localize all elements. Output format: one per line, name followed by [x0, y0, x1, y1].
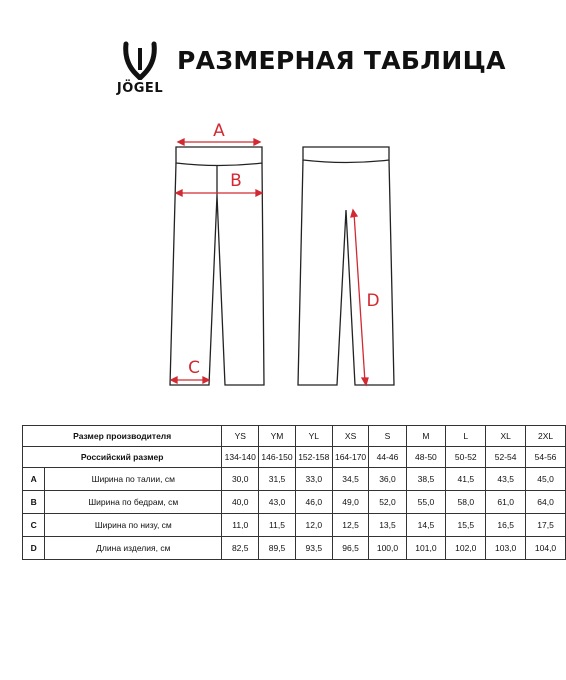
measure-value: 15,5 — [446, 514, 486, 537]
logo-wordmark: JÖGEL — [116, 81, 164, 96]
measure-key: C — [23, 514, 45, 537]
measure-name: Ширина по низу, см — [45, 514, 222, 537]
russian-size-cell: 152-158 — [295, 447, 332, 468]
label-d: D — [366, 291, 380, 311]
russian-size-cell: 134-140 — [222, 447, 259, 468]
measure-value: 89,5 — [259, 537, 296, 560]
measure-value: 31,5 — [259, 468, 296, 491]
size-cell: XS — [332, 426, 369, 447]
measure-value: 61,0 — [486, 491, 526, 514]
measure-value: 12,0 — [295, 514, 332, 537]
measure-value: 30,0 — [222, 468, 259, 491]
dimension-d-line — [354, 213, 365, 382]
russian-size-cell: 50-52 — [446, 447, 486, 468]
table-row — [23, 491, 566, 514]
russian-size-cell: 48-50 — [406, 447, 446, 468]
front-pants-drawing — [170, 147, 264, 385]
measure-value: 49,0 — [332, 491, 369, 514]
russian-size-label: Российский размер — [23, 447, 222, 468]
size-cell: 2XL — [526, 426, 566, 447]
table-header-row — [23, 426, 566, 447]
measure-key: A — [23, 468, 45, 491]
size-cell: L — [446, 426, 486, 447]
size-table-wrap — [22, 425, 566, 560]
size-cell: M — [406, 426, 446, 447]
table-row — [23, 514, 566, 537]
measure-key: D — [23, 537, 45, 560]
measure-value: 46,0 — [295, 491, 332, 514]
measure-value: 34,5 — [332, 468, 369, 491]
measure-value: 14,5 — [406, 514, 446, 537]
size-cell: S — [369, 426, 406, 447]
measure-value: 52,0 — [369, 491, 406, 514]
measure-value: 16,5 — [486, 514, 526, 537]
size-cell: YL — [295, 426, 332, 447]
measure-value: 43,0 — [259, 491, 296, 514]
measure-value: 45,0 — [526, 468, 566, 491]
measure-value: 93,5 — [295, 537, 332, 560]
measure-value: 11,0 — [222, 514, 259, 537]
russian-size-cell: 52-54 — [486, 447, 526, 468]
table-row — [23, 537, 566, 560]
label-a: A — [213, 121, 225, 141]
russian-size-cell: 54-56 — [526, 447, 566, 468]
measure-value: 43,5 — [486, 468, 526, 491]
measure-value: 11,5 — [259, 514, 296, 537]
measure-value: 82,5 — [222, 537, 259, 560]
measure-value: 103,0 — [486, 537, 526, 560]
measure-value: 36,0 — [369, 468, 406, 491]
measure-value: 104,0 — [526, 537, 566, 560]
measure-value: 13,5 — [369, 514, 406, 537]
label-b: B — [230, 171, 242, 191]
size-table — [22, 425, 566, 560]
size-cell: XL — [486, 426, 526, 447]
measure-value: 96,5 — [332, 537, 369, 560]
measure-name: Ширина по талии, см — [45, 468, 222, 491]
measure-value: 33,0 — [295, 468, 332, 491]
page-title: РАЗМЕРНАЯ ТАБЛИЦА — [177, 46, 506, 75]
measure-value: 55,0 — [406, 491, 446, 514]
size-cell: YM — [259, 426, 296, 447]
measure-name: Длина изделия, см — [45, 537, 222, 560]
russian-size-cell: 146-150 — [259, 447, 296, 468]
table-row — [23, 468, 566, 491]
measure-value: 101,0 — [406, 537, 446, 560]
measure-value: 64,0 — [526, 491, 566, 514]
russian-size-cell: 164-170 — [332, 447, 369, 468]
measure-value: 58,0 — [446, 491, 486, 514]
size-cell: YS — [222, 426, 259, 447]
manufacturer-size-label: Размер производителя — [23, 426, 222, 447]
measure-value: 41,5 — [446, 468, 486, 491]
russian-size-cell: 44-46 — [369, 447, 406, 468]
back-pants-drawing — [298, 147, 394, 385]
table-russian-row — [23, 447, 566, 468]
measure-value: 100,0 — [369, 537, 406, 560]
label-c: C — [188, 358, 200, 378]
measure-value: 102,0 — [446, 537, 486, 560]
measure-value: 38,5 — [406, 468, 446, 491]
measure-value: 40,0 — [222, 491, 259, 514]
measure-value: 12,5 — [332, 514, 369, 537]
measure-value: 17,5 — [526, 514, 566, 537]
measure-name: Ширина по бедрам, см — [45, 491, 222, 514]
measure-key: B — [23, 491, 45, 514]
